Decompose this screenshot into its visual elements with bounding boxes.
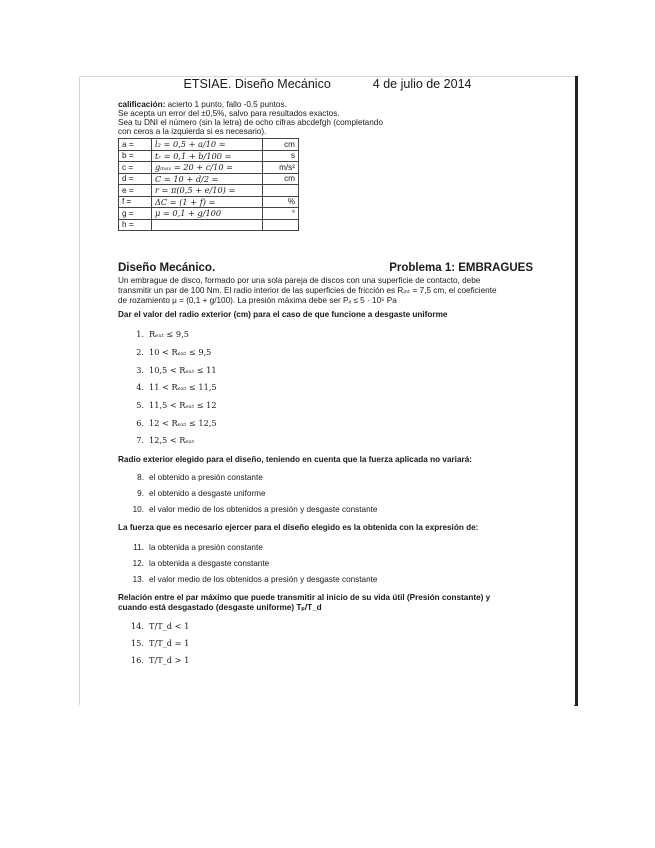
option-number: 7. [136,435,144,445]
option-number: 14. [130,621,144,631]
var-formula: gₘₐₓ = 20 + c/10 = [152,162,263,174]
option-text: T/T_d > 1 [149,655,190,665]
var-formula: ΔC = (1 + f) = [152,196,263,208]
option-13 [130,575,377,584]
header-date: 4 de julio de 2014 [372,77,472,91]
table-row [119,139,299,151]
table-row [119,208,299,220]
table-row [119,173,299,185]
question-4-line-2: cuando está desgastado (desgaste uniforme) Tₚ/T_d [118,603,322,612]
var-unit [263,219,299,231]
var-formula: tᵣ = 0,1 + b/100 = [152,150,263,162]
option-7 [130,435,194,445]
option-14 [130,621,189,631]
var-formula: μ = 0,1 + g/100 [152,208,263,220]
table-row [119,196,299,208]
option-number: 11. [133,543,144,552]
description-line-1: Un embrague de disco, formado por una sola pareja de discos con una superficie de contacto, debe [118,276,481,285]
option-5 [130,400,217,410]
grading-text: acierto 1 punto, fallo -0.5 puntos. [165,100,287,109]
var-key: f = [119,196,152,208]
option-text: el valor medio de los obtenidos a presión y desgaste constante [149,575,378,584]
option-number: 4. [136,382,144,392]
page-header [80,77,575,91]
table-row [119,150,299,162]
question-3: La fuerza que es necesario ejercer para el diseño elegido es la obtenida con la expresión de: [118,523,479,532]
option-number: 2. [136,347,144,357]
option-text: el valor medio de los obtenidos a presión y desgaste constante [149,505,378,514]
var-unit: cm [263,139,299,151]
option-text: Rₑₓₜ ≤ 9,5 [149,329,189,339]
option-text: el obtenido a presión constante [149,473,263,482]
question-4-line-1: Relación entre el par máximo que puede transmitir al inicio de su vida útil (Presión constante) y [118,593,491,602]
var-formula: C = 10 + d/2 = [152,173,263,185]
option-4 [130,382,217,392]
table-row [119,185,299,197]
option-text: la obtenida a desgaste constante [149,559,270,568]
option-number: 12. [132,559,144,568]
option-8 [130,473,263,482]
option-text: T/T_d = 1 [149,638,190,648]
option-1 [130,329,189,339]
option-9 [130,489,266,498]
variables-table [118,138,299,231]
problem-title: Problema 1: EMBRAGUES [389,262,533,274]
exam-page [79,76,575,705]
section-title: Diseño Mecánico. [118,262,216,274]
option-number: 16. [130,655,144,665]
var-unit: cm [263,173,299,185]
var-formula: r = π(0,5 + e/10) = [152,185,263,197]
table-row [119,219,299,231]
option-number: 5. [136,400,144,410]
option-number: 15. [130,638,144,648]
option-16 [130,655,189,665]
option-number: 10. [132,505,144,514]
option-number: 1. [136,329,144,339]
var-unit [263,185,299,197]
intro-text [118,100,418,136]
option-text: 12 < Rₑₓₜ ≤ 12,5 [149,418,217,428]
question-1: Dar el valor del radio exterior (cm) para el caso de que funcione a desgaste uniforme [118,310,448,319]
description-line-2: transmitir un par de 100 Nm. El radio interior de las superficies de fricción es Rᵢₙₜ = 7,5 cm, el coeficiente [118,286,497,295]
var-formula [152,219,263,231]
intro-line-3: Sea tu DNI el número (sin la letra) de ocho cifras abcdefgh (completando [118,118,383,127]
var-unit: ° [263,208,299,220]
option-11 [130,543,263,552]
option-12 [130,559,269,568]
option-number: 6. [136,418,144,428]
var-unit: s [263,150,299,162]
option-text: 10,5 < Rₑₓₜ ≤ 11 [149,365,217,375]
var-key: g = [119,208,152,220]
option-text: 11,5 < Rₑₓₜ ≤ 12 [149,400,217,410]
var-key: d = [119,173,152,185]
option-15 [130,638,189,648]
var-key: a = [119,139,152,151]
option-number: 13. [132,575,144,584]
option-number: 8. [137,473,144,482]
table-row [119,162,299,174]
option-text: 11 < Rₑₓₜ ≤ 11,5 [149,382,217,392]
description-line-3: de rozamiento μ = (0,1 + g/100). La presión máxima debe ser Pₓ ≤ 5 · 10⁵ Pa [118,296,397,305]
option-2 [130,347,211,357]
option-text: T/T_d < 1 [149,621,190,631]
option-3 [130,365,217,375]
intro-line-4: con ceros a la izquierda si es necesario). [118,127,267,136]
intro-line-2: Se acepta un error del ±0,5%, salvo para resultados exactos. [118,109,340,118]
option-text: la obtenida a presión constante [149,543,263,552]
var-formula: l₂ = 0,5 + a/10 = [152,139,263,151]
var-key: h = [119,219,152,231]
option-text: 10 < Rₑₓₜ ≤ 9,5 [149,347,212,357]
header-title: ETSIAE. Diseño Mecánico [183,77,331,91]
var-key: b = [119,150,152,162]
option-10 [130,505,377,514]
problem-description [118,276,533,306]
var-key: e = [119,185,152,197]
option-6 [130,418,217,428]
grading-label: calificación: [118,100,166,109]
var-key: c = [119,162,152,174]
question-2: Radio exterior elegido para el diseño, teniendo en cuenta que la fuerza aplicada no variará: [118,455,472,464]
option-number: 3. [136,365,144,375]
option-number: 9. [137,489,144,498]
option-text: 12,5 < Rₑₓₜ [149,435,195,445]
var-unit: m/s² [263,162,299,174]
option-text: el obtenido a desgaste uniforme [149,489,266,498]
var-unit: % [263,196,299,208]
